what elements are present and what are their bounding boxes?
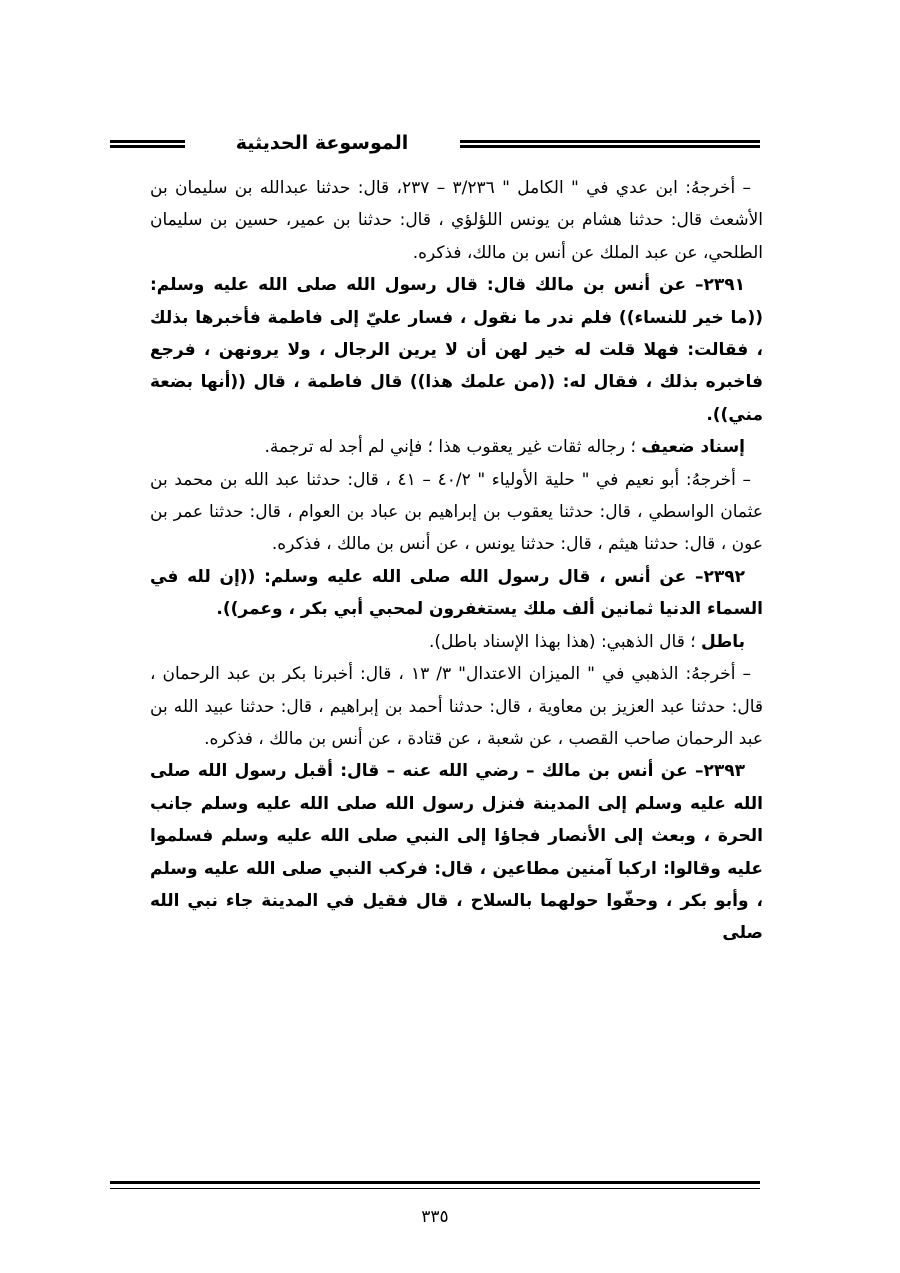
page-number: ٣٣٥ xyxy=(421,1207,449,1227)
page-body xyxy=(150,172,763,950)
paragraph-grading-2 xyxy=(150,626,763,658)
footer-rule xyxy=(110,1181,760,1189)
paragraph-takhrij-3: – أخرجهُ: الذهبي في " الميزان الاعتدال" ٣/ ١٣ ، قال: أخبرنا بكر بن عبد الرحمان ، قال: حدثنا عبد العزيز بن معاوية ، قال: حدثنا أحمد بن إبراهيم ، قال: حدثنا عبيد الله بن عبد الرحمان صاحب القصب ، عن شعبة ، عن قتادة ، عن أنس بن مالك ، فذكره. xyxy=(150,664,763,749)
page-footer xyxy=(110,1181,760,1227)
page-title: الموسوعة الحديثية xyxy=(235,132,409,154)
header-rule-right xyxy=(460,140,760,148)
grading-text: ؛ رجاله ثقات غير يعقوب هذا ؛ فإني لم أجد له ترجمة. xyxy=(264,437,642,458)
header-rule-left xyxy=(110,140,185,148)
paragraph-grading-1 xyxy=(150,431,763,463)
paragraph-hadith-2393: ٢٣٩٣– عن أنس بن مالك – رضي الله عنه – قال: أقبل رسول الله صلى الله عليه وسلم إلى المدينة فنزل رسول الله صلى الله عليه وسلم جانب الحرة ، وبعث إلى الأنصار فجاؤا إلى النبي صلى الله عليه وسلم فسلموا عليه وقالوا: اركبا آمنين مطاعين ، قال: فركب النبي صلى الله عليه وسلم ، وأبو بكر ، وحفّوا حولهما بالسلاح ، قال فقيل في المدينة جاء نبي الله صلى xyxy=(150,761,763,944)
grading-label: إسناد ضعيف xyxy=(641,437,745,458)
page-header xyxy=(110,128,760,158)
grading-label: باطل xyxy=(701,631,745,652)
paragraph-takhrij-2: – أخرجهُ: أبو نعيم في " حلية الأولياء " ٤٠/٢ – ٤١ ، قال: حدثنا عبد الله بن محمد بن عثمان الواسطي ، قال: حدثنا يعقوب بن إبراهيم بن عباد بن العوام ، قال: حدثنا عمر بن عون ، قال: حدثنا هيثم ، قال: حدثنا يونس ، عن أنس بن مالك ، فذكره. xyxy=(150,469,763,555)
paragraph-hadith-2392: ٢٣٩٢– عن أنس ، قال رسول الله صلى الله عليه وسلم: ((إن لله في السماء الدنيا ثمانين ألف ملك يستغفرون لمحبي أبي بكر ، وعمر)). xyxy=(150,566,763,620)
paragraph-takhrij-1: – أخرجهُ: ابن عدي في " الكامل " ٣/٢٣٦ – ٢٣٧، قال: حدثنا عبدالله بن سليمان بن الأشعث قال: حدثنا هشام بن يونس اللؤلؤي ، قال: حدثنا بن عمير، حسين بن سليمان الطلحي، عن عبد الملك عن أنس بن مالك، فذكره. xyxy=(150,178,763,263)
grading-text: ؛ قال الذهبي: (هذا بهذا الإسناد باطل). xyxy=(428,631,702,652)
paragraph-hadith-2391: ٢٣٩١– عن أنس بن مالك قال: قال رسول الله صلى الله عليه وسلم: ((ما خير للنساء)) فلم ندر ما نقول ، فسار عليّ إلى فاطمة فأخبرها بذلك ، فقالت: فهلا قلت له خير لهن أن لا يرين الرجال ، ولا يرونهن ، فرجع فاخبره بذلك ، فقال له: ((من علمك هذا)) قال فاطمة ، قال ((أنها بضعة مني)). xyxy=(150,275,763,425)
